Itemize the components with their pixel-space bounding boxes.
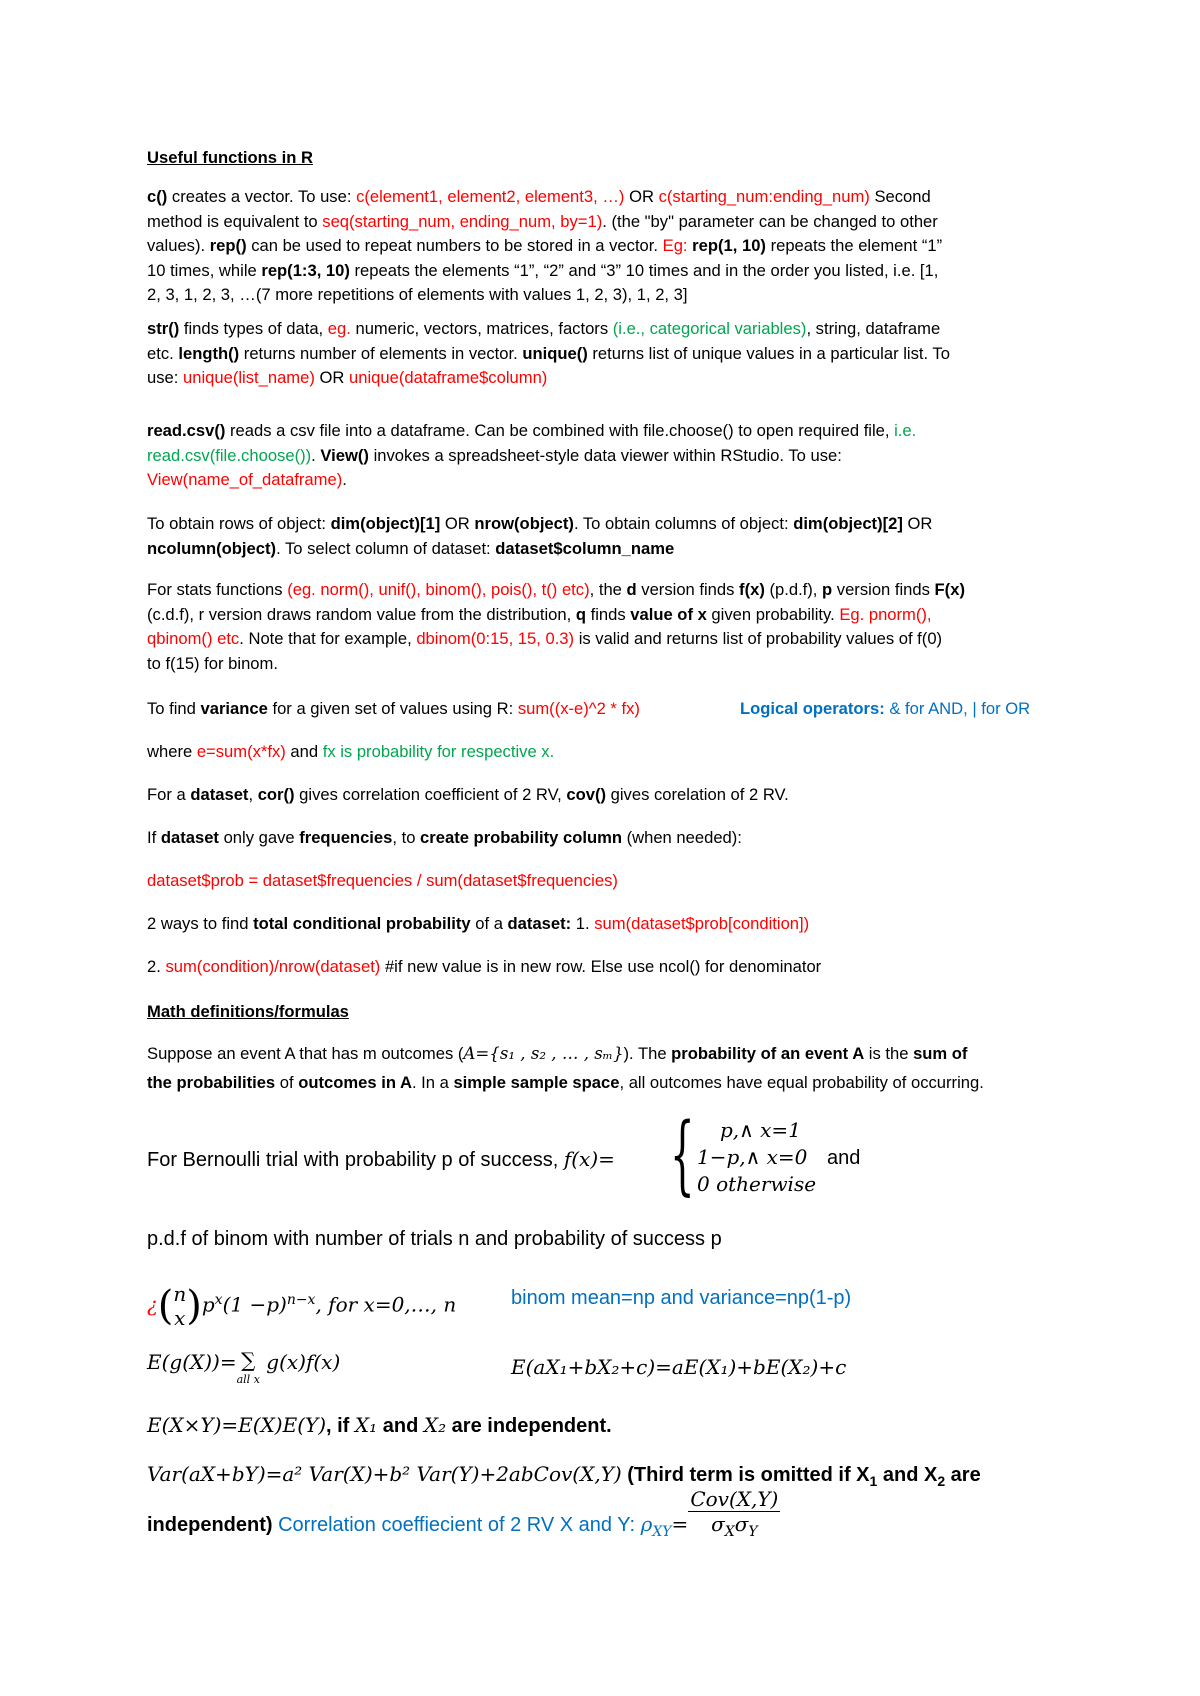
paragraph-read-csv: read.csv() reads a csv file into a dataframe. Can be combined with file.choose() to open required file, i.e. read.csv(file.choose()). View() invokes a spreadsheet-style data viewer within RStudio. To use: View(name_of_dataframe). bbox=[147, 421, 917, 489]
paragraph-conditional-probability: 2 ways to find total conditional probability of a dataset: 1. sum(dataset$prob[condition]) bbox=[147, 914, 810, 933]
paragraph-str-function: str() finds types of data, eg. numeric, vectors, matrices, factors (i.e., categorical variables), string, dataframe etc. length() returns number of elements in vector. unique() returns list of unique values in a particular list. To use: unique(list_name) OR unique(dataframe$column) bbox=[147, 319, 950, 387]
binom-formula: ¿( n x )$p^x(1 -p)^{n-x}$, for x=0,…, n bbox=[147, 1282, 457, 1330]
section-heading-math: Math definitions/formulas bbox=[147, 1002, 349, 1021]
paragraph-stats-functions: For stats functions (eg. norm(), unif(), binom(), pois(), t() etc), the d version finds f(x) (p.d.f), p version finds F(x) (c.d.f), r version draws random value from the distribution, q finds value of x given probability. Eg. pnorm(), qbinom() etc. Note that for example, dbinom(0:15, 15, 0.3) is valid and returns list of probability values of f(0) to f(15) for binom. bbox=[147, 580, 965, 673]
paragraph-dim-function: To obtain rows of object: dim(object)[1] OR nrow(object). To obtain columns of object: dim(object)[2] OR ncolumn(object). To select column of dataset: dataset$column_name bbox=[147, 514, 933, 558]
variance-linear-combination: Var(aX+bY)=a² Var(X)+b² Var(Y)+2abCov(X,Y) (Third term is omitted if $X_1$ and $X_2$ are bbox=[147, 1462, 981, 1489]
section-heading-r-functions: Useful functions in R bbox=[147, 148, 313, 167]
paragraph-cor-cov: For a dataset, cor() gives correlation coefficient of 2 RV, cov() gives corelation of 2 RV. bbox=[147, 785, 789, 804]
bernoulli-case-3: 0 otherwise bbox=[697, 1172, 817, 1196]
binom-mean-variance: binom mean=np and variance=np(1-p) bbox=[511, 1287, 852, 1309]
paragraph-frequencies: If dataset only gave frequencies, to create probability column (when needed): bbox=[147, 828, 742, 847]
paragraph-where: where e=sum(x*fx) and fx is probability for respective x. bbox=[147, 742, 555, 761]
expectation-linearity-formula: E(aX₁+bX₂+c)=aE(X₁)+bE(X₂)+c bbox=[511, 1355, 847, 1379]
expectation-function-formula: E(g(X))= ∑ all x g(x)f(x) bbox=[147, 1348, 341, 1386]
bernoulli-brace: { bbox=[670, 1105, 695, 1205]
bernoulli-and: and bbox=[827, 1147, 861, 1169]
paragraph-event-probability: Suppose an event A that has m outcomes (A={s₁ , s₂ , … , sₘ}). The probability of an event A is the sum of the probabilities of outcomes in A. In a simple sample space, all outcomes have equal probability of occurring. bbox=[147, 1044, 984, 1092]
paragraph-variance: To find variance for a given set of values using R: sum((x-e)^2 * fx) Logical operators: & for AND, | for OR bbox=[147, 699, 1031, 718]
bernoulli-text: For Bernoulli trial with probability p of success, f(x)= bbox=[147, 1147, 615, 1171]
binom-pdf-title: p.d.f of binom with number of trials n and probability of success p bbox=[147, 1228, 722, 1250]
independence-expectation: E(X×Y)=E(X)E(Y), if X₁ and X₂ are independent. bbox=[147, 1413, 612, 1437]
code-probability-column: dataset$prob = dataset$frequencies / sum(dataset$frequencies) bbox=[147, 871, 618, 890]
correlation-line: independent) Correlation coeffiecient of 2 RV X and Y: $\rho_{XY}=$ $\frac{\text{Cov(X,Y)}}{\sigma_X\sigma_Y}$ bbox=[147, 1487, 779, 1540]
paragraph-c-function: c() creates a vector. To use: c(element1, element2, element3, …) OR c(starting_num:ending_num) Second method is equivalent to seq(starting_num, ending_num, by=1). (the "by" parameter can be changed to other values). rep() can be used to repeat numbers to be stored in a vector. Eg: rep(1, 10) repeats the element “1” 10 times, while rep(1:3, 10) repeats the elements “1”, “2” and “3” 10 times and in the order you listed, i.e. [1, 2, 3, 1, 2, 3, …(7 more repetitions of elements with values 1, 2, 3), 1, 2, 3] bbox=[147, 187, 943, 304]
bernoulli-case-2: 1−p,∧ x=0 bbox=[697, 1145, 808, 1169]
paragraph-conditional-probability-method2: 2. sum(condition)/nrow(dataset) #if new value is in new row. Else use ncol() for denominator bbox=[147, 957, 822, 976]
bernoulli-case-1: p,∧ x=1 bbox=[720, 1118, 801, 1142]
